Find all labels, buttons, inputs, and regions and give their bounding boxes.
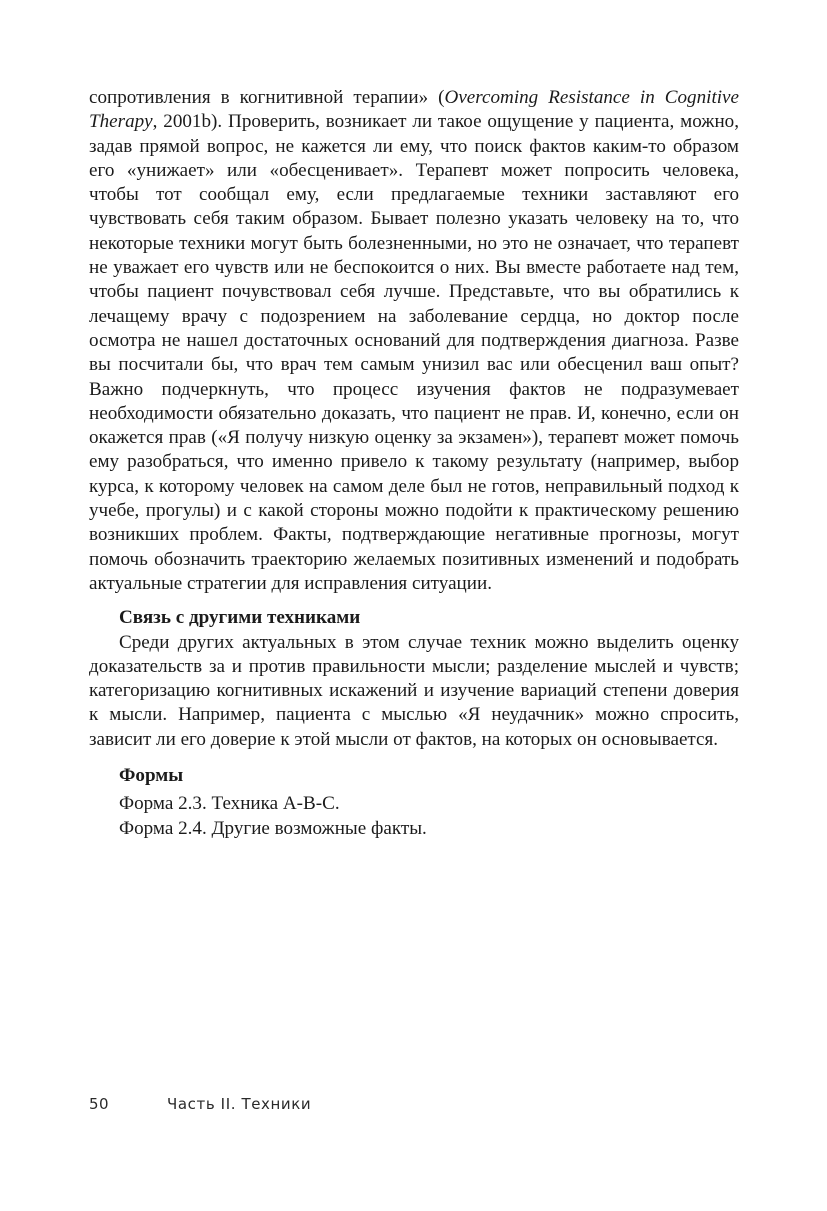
book-title: Overcoming Resistance in Cognitive Therapy: [89, 87, 740, 133]
form-reference: Форма 2.4. Другие возможные факты.: [119, 817, 427, 839]
form-reference: Форма 2.3. Техника А-В-С.: [119, 793, 340, 815]
section-heading-related-techniques: Связь с другими техниками: [119, 607, 361, 629]
body-paragraph: [89, 86, 739, 596]
paragraph-text: сопротивления в когнитивной терапии» (: [89, 87, 445, 108]
page-footer: [89, 1094, 311, 1114]
paragraph-text: , 2001b). Проверить, возникает ли такое ощущение у пациента, можно, задав прямой вопрос, не кажется ли ему, что поиск фактов каким-то образом его «унижает» или «обесценивает». Терапевт может попросить человека, чтобы тот сообщал ему, если предлагаемые техники заставляют его чувствовать себя таким образом. Бывает полезно указать человеку на то, что некоторые техники могут быть болезненными, но это не означает, что терапевт не уважает его чувств или не беспокоится о них. Вы вместе работаете над тем, чтобы пациент почувствовал себя лучше. Представьте, что вы обратились к лечащему врачу с подозрением на заболевание сердца, но доктор после осмотра не нашел достаточных оснований для подтверждения диагноза. Разве вы посчитали бы, что врач тем самым унизил вас или обесценил ваш опыт? Важно подчеркнуть, что процесс изучения фактов не подразумевает необходимости обязательно доказать, что пациент не прав. И, конечно, если он окажется прав («Я получу низкую оценку за экзамен»), терапевт может помочь ему разобраться, что именно привело к такому результату (например, выбор курса, к которому человек на самом деле был не готов, неправильный подход к учебе, прогулы) и с какой стороны можно подойти к практическому решению возникших проблем. Факты, подтверждающие негативные прогнозы, могут помочь обозначить траекторию желаемых позитивных изменений и подобрать актуальные стратегии для исправления ситуации.: [89, 111, 739, 594]
page-number: 50: [89, 1095, 110, 1113]
body-paragraph: Среди других актуальных в этом случае техник можно выделить оценку доказательств за и против правильности мысли; разделение мыслей и чувств; категоризацию когнитивных искажений и изучение вариаций степени доверия к мысли. Например, пациента с мыслью «Я неудачник» можно спросить, зависит ли его доверие к этой мысли от фактов, на которых он основывается.: [89, 631, 739, 750]
page-content: [89, 86, 739, 841]
section-heading-forms: Формы: [119, 765, 184, 787]
running-title: Часть II. Техники: [167, 1095, 312, 1113]
